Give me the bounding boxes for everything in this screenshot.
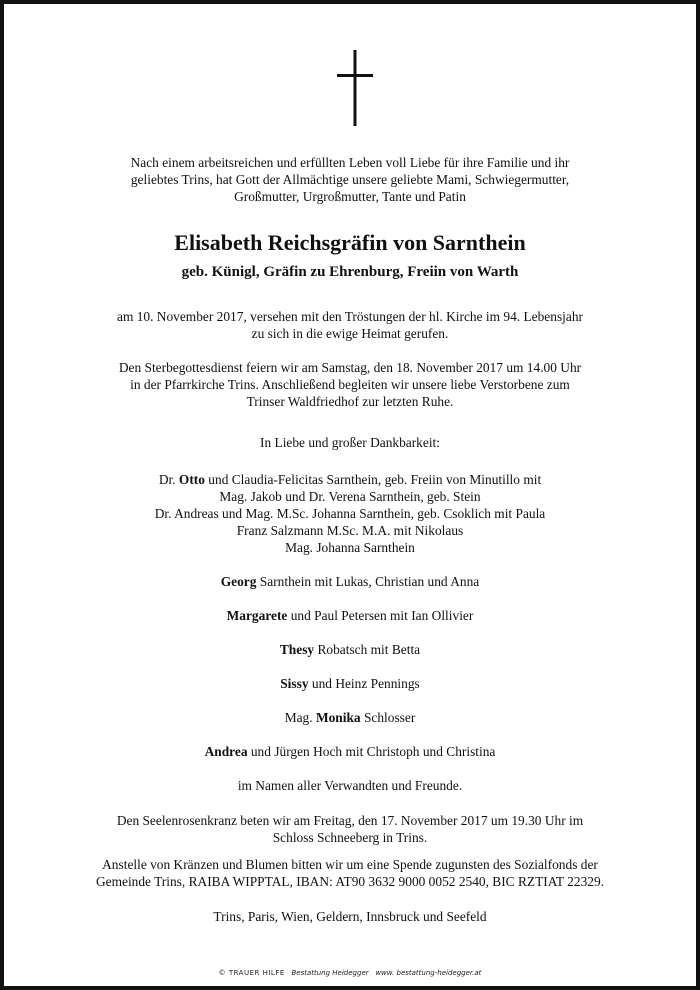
family-entry: Andrea und Jürgen Hoch mit Christoph und Christina bbox=[204, 744, 496, 759]
family-name-otto: Otto bbox=[178, 472, 205, 487]
family-name: Andrea bbox=[204, 744, 248, 759]
footer-brand: © TRAUER HILFE bbox=[218, 969, 285, 977]
cross-icon bbox=[335, 48, 375, 128]
places-line: Trins, Paris, Wien, Geldern, Innsbruck und Seefeld bbox=[213, 909, 487, 924]
footer-imprint bbox=[24, 969, 676, 978]
family-entry: Margarete und Paul Petersen mit Ian Ollivier bbox=[226, 608, 474, 623]
family-name: Sissy bbox=[280, 676, 309, 691]
deceased-name: Elisabeth Reichsgräfin von Sarnthein bbox=[174, 230, 526, 255]
intro-text: Nach einem arbeitsreichen und erfüllten Leben voll Liebe für ihre Familie und ihr geliebtes Trins, hat Gott der Allmächtige unsere geliebte Mami, Schwiegermutter, Großmutter, Urgroßmutter, Tante und Patin bbox=[130, 155, 570, 204]
family-entry: Thesy Robatsch mit Betta bbox=[279, 642, 421, 657]
rosary-notice: Den Seelenrosenkranz beten wir am Freitag, den 17. November 2017 um 19.30 Uhr im Schloss Schneeberg in Trins. bbox=[116, 813, 584, 845]
family-name: Georg bbox=[220, 574, 257, 589]
relatives-line: im Namen aller Verwandten und Freunde. bbox=[237, 778, 463, 793]
family-name: Margarete bbox=[226, 608, 288, 623]
funeral-notice: Den Sterbegottesdienst feiern wir am Samstag, den 18. November 2017 um 14.00 Uhr in der Pfarrkirche Trins. Anschließend begleiten wir unsere liebe Verstorbene zum Trinser Waldfriedhof zur letzten Ruhe. bbox=[118, 360, 582, 409]
footer-company: Bestattung Heidegger bbox=[291, 969, 369, 977]
family-entry: Sissy und Heinz Pennings bbox=[280, 676, 420, 691]
family-name: Thesy bbox=[279, 642, 315, 657]
footer-website: www. bestattung-heidegger.at bbox=[375, 969, 482, 977]
deceased-birth-name: geb. Künigl, Gräfin zu Ehrenburg, Freiin von Warth bbox=[181, 264, 519, 280]
gratitude-line: In Liebe und großer Dankbarkeit: bbox=[260, 435, 440, 450]
family-entry: Mag. Monika Schlosser bbox=[284, 710, 416, 725]
family-entry: Georg Sarnthein mit Lukas, Christian und Anna bbox=[220, 574, 480, 589]
donation-notice: Anstelle von Kränzen und Blumen bitten wir um eine Spende zugunsten des Sozialfonds der Gemeinde Trins, RAIBA WIPPTAL, IBAN: AT90 3632 9000 0052 2540, BIC RZTIAT 22329. bbox=[95, 857, 605, 889]
death-notice: am 10. November 2017, versehen mit den Tröstungen der hl. Kirche im 94. Lebensjahr zu sich in die ewige Heimat gerufen. bbox=[117, 309, 583, 341]
family-name: Monika bbox=[315, 710, 361, 725]
family-entry-otto: Dr. Otto und Claudia-Felicitas Sarnthein, geb. Freiin von Minutillo mit Mag. Jakob und Dr. Verena Sarnthein, geb. Stein Dr. Andreas und Mag. M.Sc. Johanna Sarnthein, geb. Csoklich mit Paula Franz Salzmann M.Sc. M.A. mit Nikolaus Mag. Johanna Sarnthein bbox=[154, 472, 546, 555]
